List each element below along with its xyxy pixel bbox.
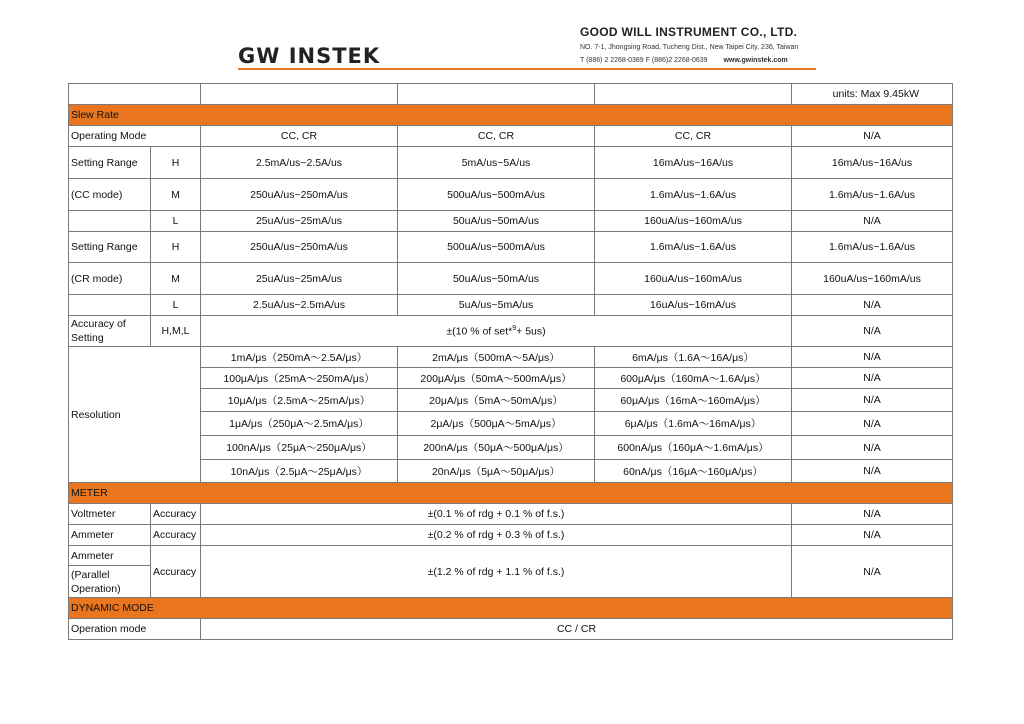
table-cell: 2.5mA/us~2.5A/us (201, 147, 398, 179)
table-row (69, 347, 953, 368)
table-row (69, 412, 953, 436)
table-cell: 50uA/us~50mA/us (398, 263, 595, 295)
table-row (69, 179, 953, 211)
table-cell: 2mA/μs（500mA～5A/μs） (398, 347, 595, 368)
row-label-line: Setting (71, 332, 104, 344)
header-rule (238, 68, 816, 70)
row-label: (CR mode) (69, 263, 151, 295)
table-row (69, 460, 953, 483)
section-title: Slew Rate (69, 105, 953, 126)
row-label: Operation mode (69, 619, 201, 640)
table-cell: 2.5uA/us~2.5mA/us (201, 295, 398, 316)
table-cell: N/A (792, 525, 953, 546)
row-label: Resolution (69, 347, 201, 483)
table-cell: N/A (792, 316, 953, 347)
row-label: (CC mode) (69, 179, 151, 211)
table-cell: 5uA/us~5mA/us (398, 295, 595, 316)
table-cell: 10μA/μs（2.5mA～25mA/μs） (201, 389, 398, 412)
table-row (69, 211, 953, 232)
company-address: NO. 7-1, Jhongsing Road, Tucheng Dist., New Taipei City, 236, Taiwan (580, 44, 799, 51)
table-cell: N/A (792, 211, 953, 232)
section-dynamic-mode (69, 598, 953, 619)
table-row (69, 504, 953, 525)
row-label: Ammeter (69, 546, 151, 566)
table-cell: ±(1.2 % of rdg + 1.1 % of f.s.) (201, 546, 792, 598)
table-cell: 160uA/us~160mA/us (595, 211, 792, 232)
table-cell: 50uA/us~50mA/us (398, 211, 595, 232)
company-info (580, 25, 798, 64)
table-cell: 100nA/μs（25μA～250μA/μs） (201, 436, 398, 460)
spec-table (68, 83, 953, 640)
section-meter (69, 483, 953, 504)
gw-instek-logo: GW INSTEK (238, 44, 381, 68)
table-row (69, 619, 953, 640)
row-label: Ammeter (69, 525, 151, 546)
table-cell: CC / CR (201, 619, 953, 640)
table-cell: N/A (792, 504, 953, 525)
table-row (69, 263, 953, 295)
row-label-line: Operation) (71, 582, 121, 595)
table-cell: N/A (792, 546, 953, 598)
table-cell: 100μA/μs（25mA～250mA/μs） (201, 368, 398, 389)
table-cell: 60μA/μs（16mA～160mA/μs） (595, 389, 792, 412)
units-label: units: Max 9.45kW (792, 84, 953, 105)
table-row (69, 316, 953, 347)
table-cell: 600μA/μs（160mA～1.6A/μs） (595, 368, 792, 389)
table-cell: 25uA/us~25mA/us (201, 211, 398, 232)
section-slew-rate (69, 105, 953, 126)
table-cell: 10nA/μs（2.5μA～25μA/μs） (201, 460, 398, 483)
table-row (69, 389, 953, 412)
section-title: DYNAMIC MODE (69, 598, 953, 619)
table-cell: 160uA/us~160mA/us (792, 263, 953, 295)
row-sublabel: Accuracy (151, 525, 201, 546)
table-cell: CC, CR (398, 126, 595, 147)
row-sublabel: Accuracy (151, 504, 201, 525)
company-name: GOOD WILL INSTRUMENT CO., LTD. (580, 25, 798, 39)
range-label: H (151, 232, 201, 263)
table-cell: 2μA/μs（500μA～5mA/μs） (398, 412, 595, 436)
row-label: Operating Mode (69, 126, 201, 147)
row-label: Voltmeter (69, 504, 151, 525)
table-cell: N/A (792, 126, 953, 147)
table-cell: CC, CR (595, 126, 792, 147)
table-cell: 1mA/μs（250mA～2.5A/μs） (201, 347, 398, 368)
table-row (69, 232, 953, 263)
table-row (69, 147, 953, 179)
row-label: Setting Range (69, 232, 151, 263)
table-cell: 1.6mA/us~1.6A/us (595, 179, 792, 211)
table-cell: 16uA/us~16mA/us (595, 295, 792, 316)
table-cell: 1.6mA/us~1.6A/us (792, 232, 953, 263)
table-cell: 200μA/μs（50mA～500mA/μs） (398, 368, 595, 389)
table-cell: 20μA/μs（5mA～50mA/μs） (398, 389, 595, 412)
table-cell: 500uA/us~500mA/us (398, 179, 595, 211)
table-cell: 6μA/μs（1.6mA～16mA/μs） (595, 412, 792, 436)
range-label: L (151, 211, 201, 232)
table-row (69, 525, 953, 546)
table-cell: N/A (792, 460, 953, 483)
row-sublabel: Accuracy (151, 546, 201, 598)
accuracy-value: ±(10 % of set*$^9$+ 5us) (201, 316, 792, 347)
row-label (69, 566, 151, 598)
company-website[interactable]: www.gwinstek.com (723, 57, 788, 64)
company-phone: T (886) 2 2268-0389 F (886)2 2268-0639 (580, 57, 708, 64)
units-row (69, 84, 953, 105)
table-row (69, 546, 953, 566)
table-cell: N/A (792, 412, 953, 436)
row-label (69, 316, 151, 347)
table-cell: 160uA/us~160mA/us (595, 263, 792, 295)
table-row (69, 295, 953, 316)
table-cell: 250uA/us~250mA/us (201, 179, 398, 211)
table-cell: N/A (792, 295, 953, 316)
table-cell: 16mA/us~16A/us (792, 147, 953, 179)
range-label: M (151, 263, 201, 295)
table-cell: 60nA/μs（16μA～160μA/μs） (595, 460, 792, 483)
table-row (69, 368, 953, 389)
table-row (69, 436, 953, 460)
table-cell: 6mA/μs（1.6A～16A/μs） (595, 347, 792, 368)
table-cell: 200nA/μs（50μA～500μA/μs） (398, 436, 595, 460)
table-cell: N/A (792, 389, 953, 412)
table-cell: N/A (792, 347, 953, 368)
table-cell: 600nA/μs（160μA～1.6mA/μs） (595, 436, 792, 460)
table-cell: CC, CR (201, 126, 398, 147)
table-cell: 1.6mA/us~1.6A/us (595, 232, 792, 263)
range-label: H,M,L (151, 316, 201, 347)
range-label: L (151, 295, 201, 316)
table-cell: 25uA/us~25mA/us (201, 263, 398, 295)
table-cell: 5mA/us~5A/us (398, 147, 595, 179)
row-label-line: Accuracy of (71, 318, 126, 330)
table-cell: 1.6mA/us~1.6A/us (792, 179, 953, 211)
table-cell: ±(0.1 % of rdg + 0.1 % of f.s.) (201, 504, 792, 525)
table-cell: ±(0.2 % of rdg + 0.3 % of f.s.) (201, 525, 792, 546)
table-cell: 250uA/us~250mA/us (201, 232, 398, 263)
table-cell: 20nA/μs（5μA～50μA/μs） (398, 460, 595, 483)
table-cell: N/A (792, 436, 953, 460)
company-contact (580, 57, 798, 64)
range-label: M (151, 179, 201, 211)
table-cell: 500uA/us~500mA/us (398, 232, 595, 263)
range-label: H (151, 147, 201, 179)
row-label-line: (Parallel (71, 568, 110, 581)
section-title: METER (69, 483, 953, 504)
table-row (69, 126, 953, 147)
row-label: Setting Range (69, 147, 151, 179)
table-cell: 1μA/μs（250μA～2.5mA/μs） (201, 412, 398, 436)
table-cell: 16mA/us~16A/us (595, 147, 792, 179)
table-cell: N/A (792, 368, 953, 389)
